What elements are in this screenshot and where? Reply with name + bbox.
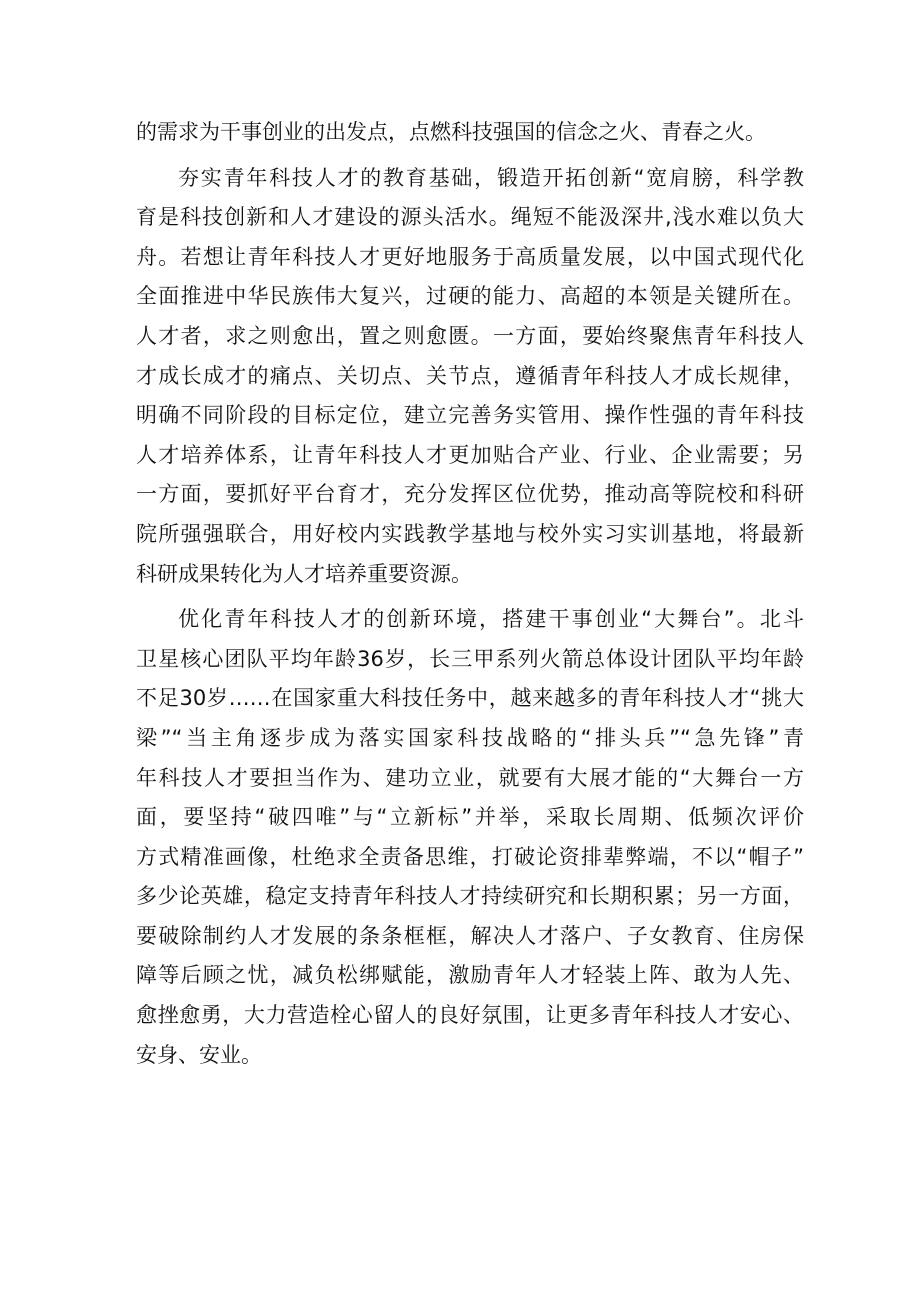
text-line: 全面推进中华民族伟大复兴，过硬的能力、高超的本领是关键所在。 [136, 284, 804, 309]
text-line: 舟。若想让青年科技人才更好地服务于高质量发展，以中国式现代化 [136, 244, 804, 269]
paragraph [136, 600, 804, 1075]
text-line: 障等后顾之忧，减负松绑赋能，激励青年人才轻装上阵、敢为人先、 [136, 963, 804, 988]
text-line: 面，要坚持“破四唯”与“立新标”并举，采取长周期、低频次评价 [136, 805, 804, 830]
text-line: 科研成果转化为人才培养重要资源。 [136, 561, 472, 586]
text-line: 卫星核心团队平均年龄36岁，长三甲系列火箭总体设计团队平均年龄 [136, 646, 804, 671]
text-line: 安身、安业。 [136, 1042, 262, 1067]
text-line: 人才培养体系，让青年科技人才更加贴合产业、行业、企业需要；另 [136, 442, 804, 467]
text-line: 优化青年科技人才的创新环境，搭建干事创业“大舞台”。北斗 [178, 607, 804, 632]
text-line: 不足30岁……在国家重大科技任务中，越来越多的青年科技人才“挑大 [136, 686, 804, 711]
text-line: 明确不同阶段的目标定位，建立完善务实管用、操作性强的青年科技 [136, 403, 804, 428]
paragraph [136, 159, 804, 595]
text-line: 人才者，求之则愈出，置之则愈匮。一方面，要始终聚焦青年科技人 [136, 323, 804, 348]
text-line: 院所强强联合，用好校内实践教学基地与校外实习实训基地，将最新 [136, 521, 804, 546]
text-line: 年科技人才要担当作为、建功立业，就要有大展才能的“大舞台一方 [136, 765, 804, 790]
paragraph [136, 113, 804, 153]
text-line: 育是科技创新和人才建设的源头活水。绳短不能汲深井,浅水难以负大 [136, 205, 804, 230]
text-line: 要破除制约人才发展的条条框框，解决人才落户、子女教育、住房保 [136, 923, 804, 948]
text-line: 多少论英雄，稳定支持青年科技人才持续研究和长期积累；另一方面， [136, 884, 804, 909]
text-line: 的需求为干事创业的出发点，点燃科技强国的信念之火、青春之火。 [136, 120, 766, 144]
text-line: 才成长成才的痛点、关切点、关节点，遵循青年科技人才成长规律， [136, 363, 804, 388]
document-body [136, 113, 804, 1075]
text-line: 愈挫愈勇，大力营造栓心留人的良好氛围，让更多青年科技人才安心、 [136, 1003, 804, 1028]
text-line: 梁”“当主角逐步成为落实国家科技战略的“排头兵”“急先锋”青 [136, 725, 804, 750]
text-line: 夯实青年科技人才的教育基础，锻造开拓创新“宽肩膀，科学教 [178, 165, 804, 190]
text-line: 一方面，要抓好平台育才，充分发挥区位优势，推动高等院校和科研 [136, 482, 804, 507]
text-line: 方式精准画像，杜绝求全责备思维，打破论资排辈弊端，不以“帽子” [136, 844, 804, 869]
